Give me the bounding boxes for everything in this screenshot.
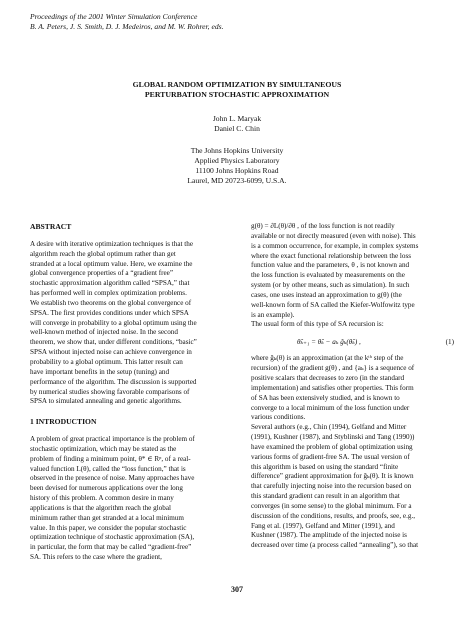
- text-line: recursion) of the gradient g(θ) , and {aₖ} is a sequence of: [251, 364, 415, 373]
- text-line: have examined the problem of global optimization using: [251, 442, 413, 451]
- text-line: where the exact functional relationship between the loss: [251, 251, 412, 260]
- text-line: valued function L(θ), called the “loss function,” that is: [30, 464, 186, 473]
- text-line: SPSA without injected noise can achieve convergence in: [30, 348, 192, 357]
- text-line: A problem of great practical importance is the problem of: [30, 435, 195, 444]
- author-1: John L. Maryak: [212, 114, 262, 123]
- page-number: 307: [231, 585, 243, 594]
- text-line: g(θ) = ∂L(θ)/∂θ , of the loss function is not readily: [251, 222, 395, 230]
- title-line-1: GLOBAL RANDOM OPTIMIZATION BY SIMULTANEOUS: [132, 80, 342, 89]
- text-line: SA. This refers to the case where the gradient,: [30, 553, 162, 562]
- text-line: implementation) and satisfies other properties. This form: [251, 383, 414, 392]
- text-line: available or not directly measured (even with noise). This: [251, 231, 416, 240]
- introduction-body: [30, 435, 233, 563]
- text-line: value. In this paper, we consider the popular stochastic: [30, 523, 187, 532]
- text-line: of SA has been extensively studied, and is known to: [251, 393, 400, 402]
- text-line: that carefully injecting noise into the recursion based on: [251, 482, 412, 491]
- text-line: converge to a local minimum of the loss function under: [251, 403, 410, 412]
- left-column: [30, 222, 233, 563]
- text-line: discussion of the conditions, results, and proofs, see, e.g.,: [251, 511, 416, 520]
- equation-body: θ̂ₖ₊₁ = θ̂ₖ − aₖ ĝₖ(θ̂ₖ) ,: [297, 338, 361, 347]
- equation-number: (1): [445, 338, 454, 347]
- text-line: optimization technique of stochastic approximation (SA),: [30, 533, 195, 542]
- authors: [0, 114, 474, 134]
- text-line: SPSA. The first provides conditions under which SPSA: [30, 308, 189, 317]
- text-line: various conditions.: [251, 413, 306, 422]
- text-line: has performed well in complex optimization problems.: [30, 289, 187, 298]
- introduction-heading: 1 INTRODUCTION: [30, 417, 97, 427]
- text-line: various forms of gradient-free SA. The usual version of: [251, 452, 410, 461]
- text-line: well-known form of SA called the Kiefer-Wolfowitz type: [251, 300, 415, 309]
- affiliation-line-2: Applied Physics Laboratory: [194, 156, 280, 165]
- text-line: decreased over time (a process called “annealing”), so that: [251, 541, 419, 550]
- text-line: The usual form of this type of SA recursion is:: [251, 320, 384, 329]
- text-line: stochastic approximation algorithm called “SPSA,” that: [30, 279, 190, 288]
- text-line: (1991), Kushner (1987), and Styblinski and Tang (1990)): [251, 433, 415, 442]
- abstract-heading: ABSTRACT: [30, 222, 72, 231]
- paper-title: [0, 80, 474, 100]
- text-line: applications is that the algorithm reach the global: [30, 503, 171, 512]
- proceedings-header: [30, 12, 223, 31]
- author-2: Daniel C. Chin: [214, 124, 260, 133]
- right-column-text-b: [251, 354, 454, 551]
- text-line: will converge in probability to a global optimum using the: [30, 318, 197, 327]
- text-line: function value and the parameters, θ , is not known and: [251, 261, 410, 270]
- text-line: in particular, the form that may be called “gradient-free”: [30, 543, 192, 552]
- text-line: Several authors (e.g., Chin (1994), Gelfand and Mitter: [251, 423, 407, 432]
- text-line: global convergence properties of a “gradient free”: [30, 269, 174, 278]
- text-line: this algorithm is based on using the standard “finite: [251, 462, 399, 471]
- right-column-text-a: [251, 222, 454, 330]
- text-line: performance of the algorithm. The discussion is supported: [30, 377, 197, 386]
- text-line: problem of finding a minimum point, θ* ∈ Rᵖ, of a real-: [30, 454, 191, 463]
- title-line-2: PERTURBATION STOCHASTIC APPROXIMATION: [144, 90, 330, 99]
- text-line: have important benefits in the setup (tuning) and: [30, 367, 170, 376]
- text-line: is an example).: [251, 310, 295, 319]
- text-line: by numerical studies showing favorable comparisons of: [30, 387, 190, 396]
- text-line: A desire with iterative optimization techniques is that the: [30, 239, 194, 248]
- affiliation-line-4: Laurel, MD 20723-6099, U.S.A.: [187, 176, 287, 185]
- text-line: algorithm reach the global optimum rather than get: [30, 249, 176, 258]
- text-line: difference” gradient approximation for ĝₖ(θ). It is known: [251, 472, 414, 481]
- affiliation-line-3: 11100 Johns Hopkins Road: [195, 166, 279, 175]
- text-line: been devised for numerous applications over the long: [30, 484, 183, 493]
- text-line: the loss function is evaluated by measurements on the: [251, 271, 405, 280]
- text-line: converges (in some sense) to the global minimum. For a: [251, 501, 412, 510]
- equation-1: [251, 336, 454, 350]
- text-line: We establish two theorems on the global convergence of: [30, 298, 192, 307]
- text-line: cases, one uses instead an approximation to g(θ) (the: [251, 290, 402, 299]
- text-line: system (or by other means, such as simulation). In such: [251, 281, 410, 290]
- text-line: history of this problem. A common desire in many: [30, 494, 174, 503]
- text-line: stochastic optimization, which may be stated as the: [30, 444, 177, 453]
- abstract-body: [30, 240, 233, 407]
- text-line: is a common occurrence, for example, in complex systems: [251, 241, 419, 250]
- proceedings-editors: B. A. Peters, J. S. Smith, D. J. Medeiros, and M. W. Rohrer, eds.: [30, 21, 224, 31]
- text-line: minimum rather than get stranded at a local minimum: [30, 513, 184, 522]
- text-line: positive scalars that decreases to zero (in the standard: [251, 373, 405, 382]
- text-line: probability to a global optimum. This latter result can: [30, 357, 183, 366]
- affiliation-line-1: The Johns Hopkins University: [190, 146, 284, 155]
- text-line: where ĝₖ(θ) is an approximation (at the kᵗʰ step of the: [251, 354, 404, 363]
- text-line: Fang et al. (1997), Gelfand and Mitter (1991), and: [251, 521, 395, 530]
- proceedings-title: Proceedings of the 2001 Winter Simulation Conference: [30, 12, 198, 21]
- text-line: this standard gradient can result in an algorithm that: [251, 492, 400, 501]
- right-column: [251, 222, 454, 551]
- affiliation: [0, 146, 474, 186]
- text-line: observed in the presence of noise. Many approaches have: [30, 474, 195, 483]
- text-line: Kushner (1987). The amplitude of the injected noise is: [251, 531, 407, 540]
- text-line: stranded at a local optimum value. Here, we examine the: [30, 259, 193, 268]
- text-line: theorem, we show that, under different conditions, “basic”: [30, 338, 197, 347]
- text-line: SPSA to simulated annealing and genetic algorithms.: [30, 397, 182, 406]
- text-line: well-known method of injected noise. In the second: [30, 328, 178, 337]
